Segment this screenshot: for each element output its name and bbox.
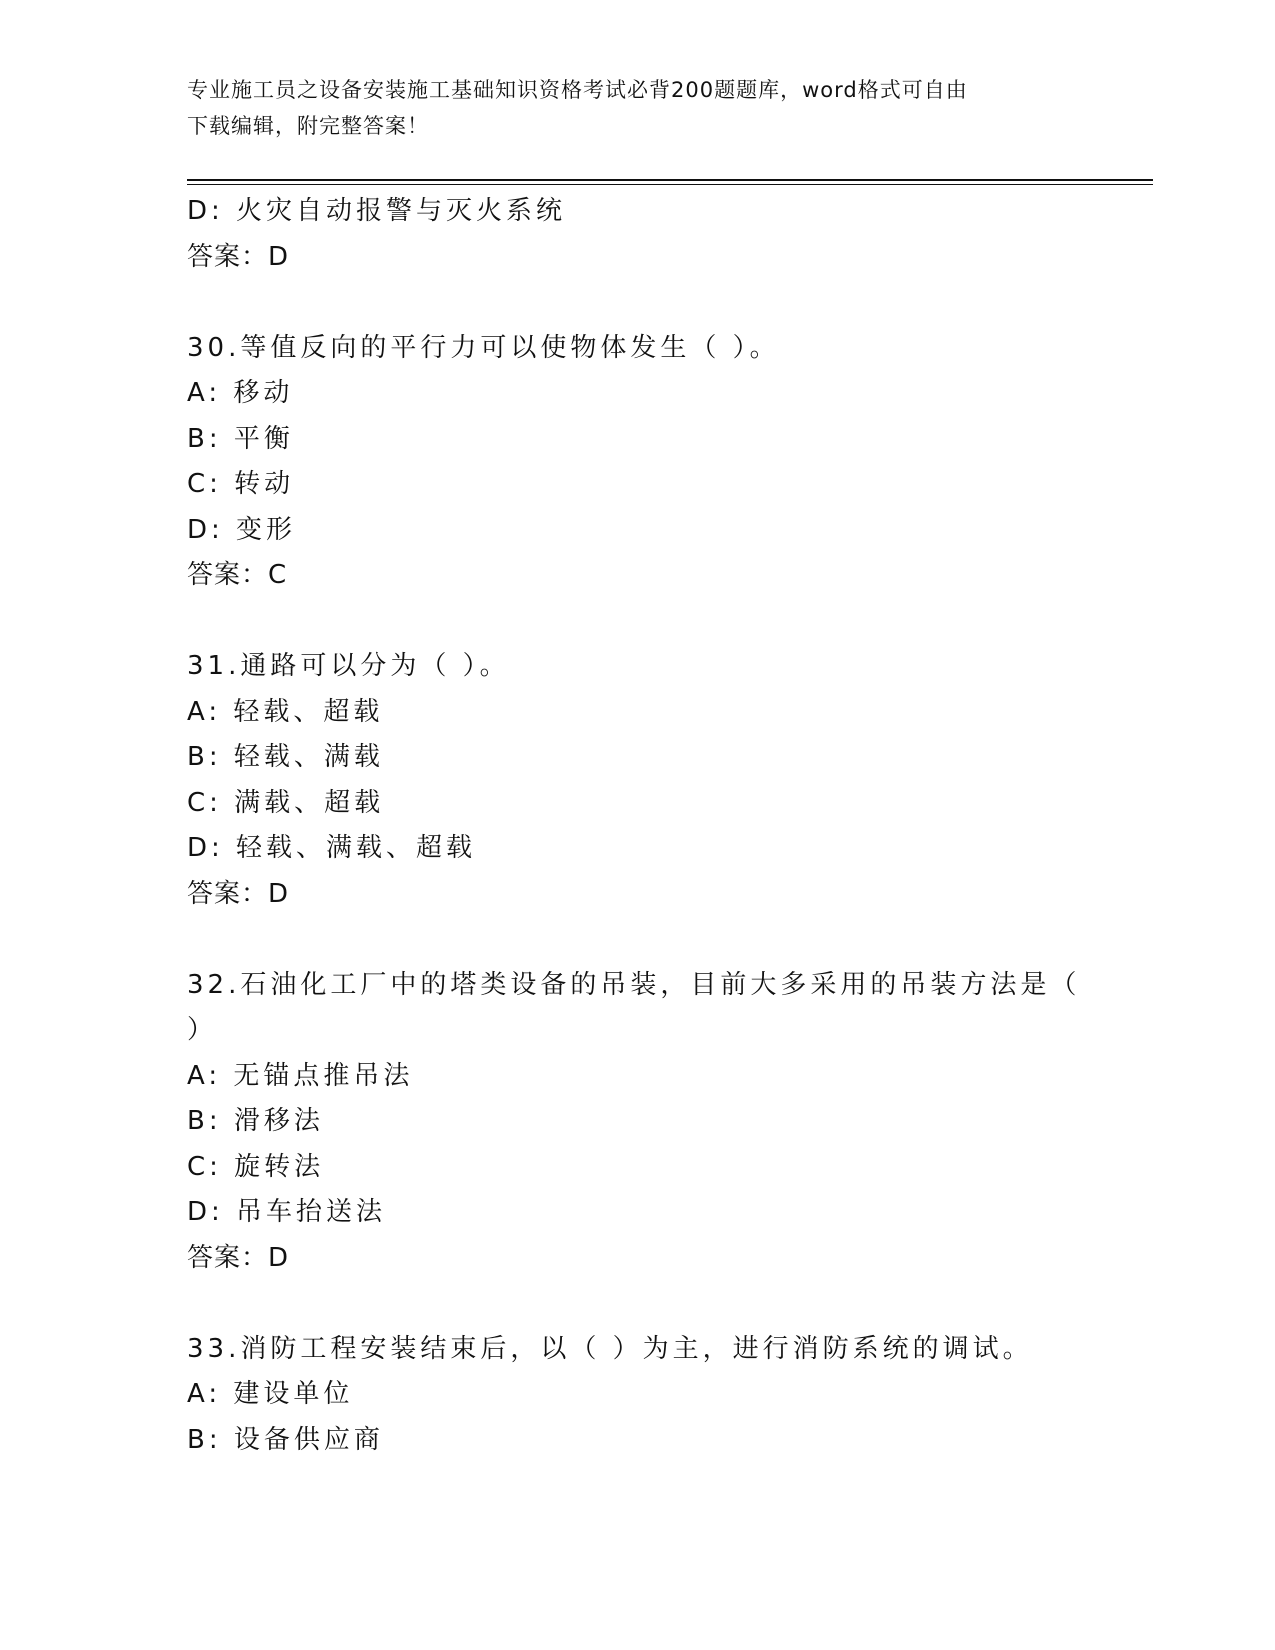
answer: 答案：C xyxy=(187,560,288,590)
spacer xyxy=(187,599,1127,645)
spacer xyxy=(187,1281,1127,1327)
option-d: D: 轻载、满载、超载 xyxy=(187,833,477,863)
header-rule-thin xyxy=(187,184,1153,185)
question-stem: 33.消防工程安装结束后，以（ ）为主，进行消防系统的调试。 xyxy=(187,1333,1033,1364)
header-line-1: 专业施工员之设备安装施工基础知识资格考试必背200题题库，word格式可自由 xyxy=(187,78,968,102)
option-b: B: 轻载、满载 xyxy=(187,742,384,772)
option-c: C: 满载、超载 xyxy=(187,787,385,818)
header-rule-thick xyxy=(187,179,1153,181)
option-c: C: 旋转法 xyxy=(187,1151,325,1182)
question-stem: 30.等值反向的平行力可以使物体发生（ ）。 xyxy=(187,332,780,363)
option-a: A: 轻载、超载 xyxy=(187,696,384,727)
spacer xyxy=(187,917,1127,963)
document-header xyxy=(187,72,1087,144)
option-b: B: 平衡 xyxy=(187,423,294,454)
option-a: A: 建设单位 xyxy=(187,1379,354,1409)
option-d: D: 火灾自动报警与灭火系统 xyxy=(187,196,567,226)
option-a: A: 无锚点推吊法 xyxy=(187,1060,414,1091)
option-d: D: 吊车抬送法 xyxy=(187,1197,387,1227)
option-b: B: 设备供应商 xyxy=(187,1424,384,1455)
option-d: D: 变形 xyxy=(187,514,297,545)
question-list xyxy=(187,189,1127,1463)
option-a: A: 移动 xyxy=(187,378,294,408)
question-stem: 32.石油化工厂中的塔类设备的吊装，目前大多采用的吊装方法是（ xyxy=(187,969,1081,1000)
answer: 答案：D xyxy=(187,1242,290,1273)
option-c: C: 转动 xyxy=(187,469,295,499)
answer: 答案：D xyxy=(187,241,290,272)
header-line-2: 下载编辑，附完整答案！ xyxy=(187,114,429,138)
spacer xyxy=(187,280,1127,326)
option-b: B: 滑移法 xyxy=(187,1106,324,1136)
question-stem: 31.通路可以分为（ ）。 xyxy=(187,651,510,681)
question-stem-continued: ） xyxy=(187,1015,218,1045)
answer: 答案：D xyxy=(187,878,290,909)
